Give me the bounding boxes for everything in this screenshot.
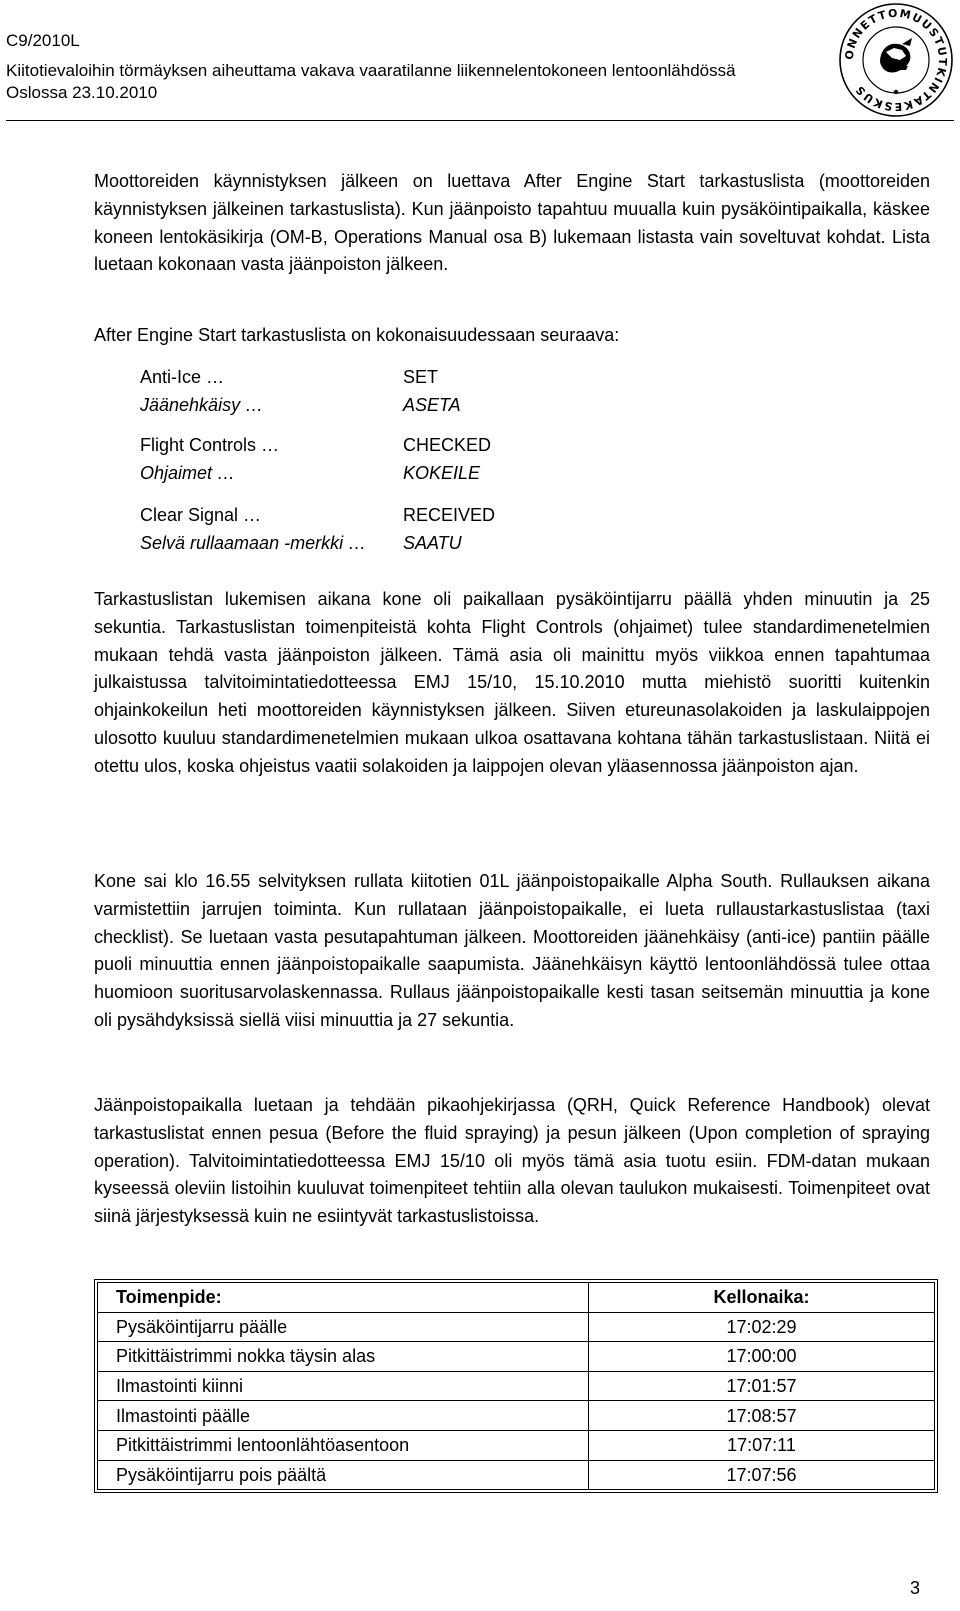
paragraph-checklist-intro: After Engine Start tarkastuslista on kokonaisuudessaan seuraava:	[94, 325, 620, 345]
paragraph-after-engine-start: Moottoreiden käynnistyksen jälkeen on luettava After Engine Start tarkastuslista (moottoreiden käynnistyksen jälkeinen tarkastuslista). Kun jäänpoisto tapahtuu muualla kuin pysäköintipaikalla, käskee koneen lentokäsikirja (OM-B, Operations Manual osa B) lukemaan listasta vain soveltuvat kohdat. Lista luetaan kokonaan vasta jäänpoiston jälkeen.	[94, 171, 930, 275]
table-cell-time: 17:00:00	[589, 1342, 935, 1372]
checklist-block	[140, 502, 640, 558]
checklist-block	[140, 432, 640, 488]
table-cell-action: Pysäköintijarru pois päältä	[98, 1460, 589, 1490]
body-paragraph	[94, 168, 930, 279]
seal-ring-text: ONNETTOMUUSTUTKINTAKESKUS	[842, 6, 950, 114]
table-cell-action: Ilmastointi päälle	[98, 1401, 589, 1431]
checklist-item: Clear Signal …	[140, 505, 262, 525]
checklist-row-finnish	[140, 392, 640, 420]
checklist-item: Flight Controls …	[140, 435, 280, 455]
body-paragraph	[94, 322, 930, 350]
table-header-row	[98, 1283, 935, 1313]
table-row	[98, 1371, 935, 1401]
paragraph-taxi: Kone sai klo 16.55 selvityksen rullata kiitotien 01L jäänpoistopaikalle Alpha South. Rullauksen aikana varmistettiin jarrujen toiminta. Kun rullataan jäänpoistopaikalle, ei lueta rullaustarkastuslistaa (taxi checklist). Se luetaan vasta pesutapahtuman jälkeen. Moottoreiden jäänehkäisy (anti-ice) pantiin päälle puoli minuuttia ennen jäänpoistopaikalle saapumista. Jäänehkäisyn käyttö lentoonlähdössä tulee ottaa huomioon suoritusarvolaskennassa. Rullaus jäänpoistopaikalle kesti tasan seitsemän minuuttia ja kone oli pysähdyksissä siellä viisi minuuttia ja 27 sekuntia.	[94, 871, 930, 1030]
checklist-row	[140, 364, 640, 392]
report-code: C9/2010L	[6, 31, 80, 50]
actions-time-table	[97, 1282, 935, 1490]
checklist-item-finnish: Selvä rullaamaan -merkki …	[140, 532, 367, 553]
checklist-item: Anti-Ice …	[140, 367, 225, 387]
table-header-time: Kellonaika:	[589, 1283, 935, 1313]
paragraph-checklist-reading: Tarkastuslistan lukemisen aikana kone oli paikallaan pysäköintijarru päällä yhden minuutin ja 25 sekuntia. Tarkastuslistan toimenpiteistä kohta Flight Controls (ohjaimet) tulee standardimenetelmien mukaan tehdä vasta jäänpoiston jälkeen. Tämä asia oli mainittu myös viikkoa ennen tapahtumaa julkaistussa talvitoimintatiedotteessa EMJ 15/10, 15.10.2010 mutta miehistö suoritti kuitenkin ohjainkokeilun heti moottoreiden käynnistyksen jälkeen. Siiven etureunasolakoiden ja laskulaippojen ulosotto kuuluu standardimenetelmien mukaan ulkoa osattavana kohtana tähän tarkastuslistaan. Niitä ei otettu ulos, koska ohjeistus vaatii solakoiden ja laippojen olevan yläasennossa jäänpoiston ajan.	[94, 589, 930, 776]
table-cell-time: 17:02:29	[589, 1312, 935, 1342]
report-title-line1: Kiitotievaloihin törmäyksen aiheuttama vakava vaaratilanne liikennelentokoneen lentoonlähdössä	[6, 61, 736, 80]
table-cell-action: Ilmastointi kiinni	[98, 1371, 589, 1401]
checklist-value-finnish: ASETA	[403, 394, 461, 415]
checklist-item-finnish: Jäänehkäisy …	[140, 394, 264, 415]
checklist-value: RECEIVED	[403, 505, 496, 525]
checklist-row-finnish	[140, 530, 640, 558]
body-paragraph	[94, 1092, 930, 1231]
table-header-action: Toimenpide:	[98, 1283, 589, 1313]
page-number: 3	[910, 1578, 921, 1598]
report-title-line2: Oslossa 23.10.2010	[6, 83, 158, 102]
checklist-value-finnish: KOKEILE	[403, 462, 481, 483]
table-cell-time: 17:01:57	[589, 1371, 935, 1401]
table-cell-action: Pitkittäistrimmi nokka täysin alas	[98, 1342, 589, 1372]
finnish-lion-icon	[880, 38, 912, 73]
checklist-block	[140, 364, 640, 420]
table-cell-time: 17:08:57	[589, 1401, 935, 1431]
paragraph-deicing: Jäänpoistopaikalla luetaan ja tehdään pikaohjekirjassa (QRH, Quick Reference Handbook) olevat tarkastuslistat ennen pesua (Before the fluid spraying) ja pesun jälkeen (Upon completion of spraying operation). Talvitoimintatiedotteessa EMJ 15/10 oli myös tämä asia tuotu esiin. FDM-datan mukaan kyseessä oleviin listoihin kuuluvat toimenpiteet tehtiin alla olevan taulukon mukaisesti. Toimenpiteet ovat siinä järjestyksessä kuin ne esiintyvät tarkastuslistoissa.	[94, 1095, 930, 1227]
accident-investigation-seal-logo	[836, 0, 956, 120]
table-row	[98, 1342, 935, 1372]
header-divider	[6, 120, 954, 121]
checklist-value-finnish: SAATU	[403, 532, 462, 553]
table-row	[98, 1401, 935, 1431]
table-cell-time: 17:07:56	[589, 1460, 935, 1490]
body-paragraph	[94, 868, 930, 1035]
checklist-row	[140, 432, 640, 460]
table-row	[98, 1430, 935, 1460]
table-cell-action: Pysäköintijarru päälle	[98, 1312, 589, 1342]
table-cell-action: Pitkittäistrimmi lentoonlähtöasentoon	[98, 1430, 589, 1460]
body-paragraph	[94, 586, 930, 781]
table-cell-time: 17:07:11	[589, 1430, 935, 1460]
page-header	[6, 30, 832, 104]
table-row	[98, 1460, 935, 1490]
checklist-value: SET	[403, 367, 439, 387]
checklist-row	[140, 502, 640, 530]
checklist-item-finnish: Ohjaimet …	[140, 462, 236, 483]
checklist-row-finnish	[140, 460, 640, 488]
table-row	[98, 1312, 935, 1342]
checklist-value: CHECKED	[403, 435, 492, 455]
